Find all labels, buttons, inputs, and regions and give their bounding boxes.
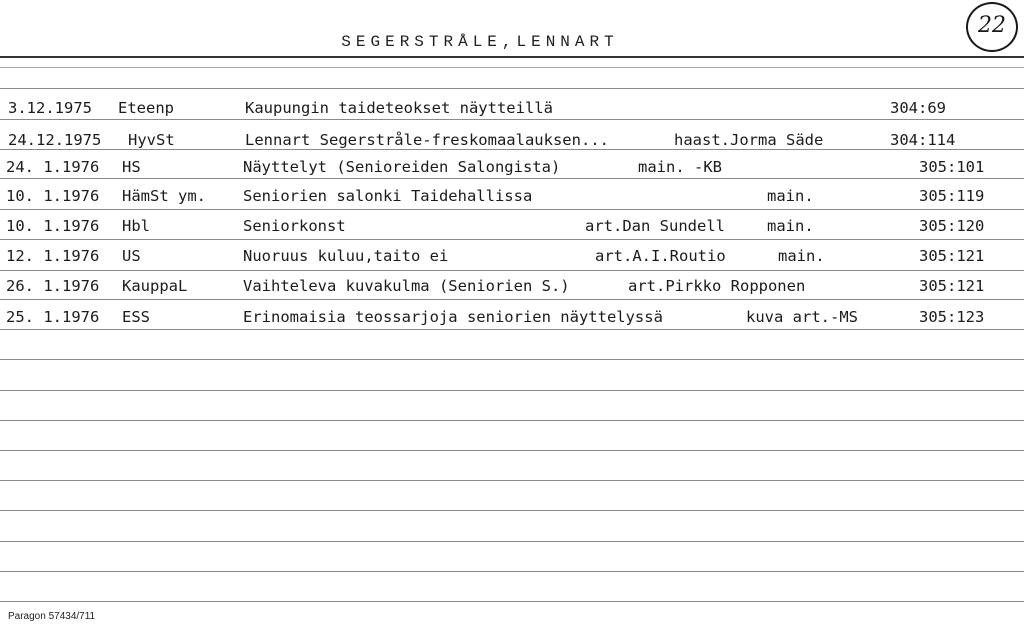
entry-title: Vaihteleva kuvakulma (Seniorien S.): [243, 277, 570, 295]
card-header-name: SEGERSTRÅLE,LENNART: [341, 33, 619, 51]
ruled-line: [0, 359, 1024, 360]
entry-author: haast.Jorma Säde: [674, 131, 824, 149]
entry-title: Näyttelyt (Senioreiden Salongista): [243, 158, 561, 176]
ruled-line: [0, 239, 1024, 240]
entry-date: 26. 1.1976: [6, 277, 100, 295]
entry-title: Lennart Segerstråle-freskomaalauksen...: [245, 131, 609, 149]
entry-date: 10. 1.1976: [6, 217, 100, 235]
ruled-line: [0, 390, 1024, 391]
entry-ref: 305:119: [919, 187, 985, 205]
entry-date: 10. 1.1976: [6, 187, 100, 205]
entry-author: art.Pirkko Ropponen: [628, 277, 806, 295]
entry-source: HämSt ym.: [122, 187, 206, 205]
entry-type: main.: [767, 187, 814, 205]
entry-type: main.: [767, 217, 814, 235]
entry-source: HyvSt: [128, 131, 175, 149]
entry-source: HS: [122, 158, 141, 176]
entry-type: kuva art.-MS: [746, 308, 858, 326]
entry-title: Nuoruus kuluu,taito ei: [243, 247, 449, 265]
entry-date: 24. 1.1976: [6, 158, 100, 176]
entry-row: [0, 273, 1024, 299]
ruled-line: [0, 209, 1024, 210]
ruled-line: [0, 571, 1024, 572]
entry-row: [0, 183, 1024, 209]
printer-imprint: Paragon 57434/711: [8, 611, 96, 622]
entry-title: Seniorien salonki Taidehallissa: [243, 187, 533, 205]
entry-title: Kaupungin taideteokset näytteillä: [245, 99, 553, 117]
entry-author: art.A.I.Routio: [595, 247, 726, 265]
entry-title: Erinomaisia teossarjoja seniorien näyttelyssä: [243, 308, 663, 326]
ruled-line: [0, 270, 1024, 271]
ruled-line: [0, 601, 1024, 602]
ruled-line: [0, 541, 1024, 542]
ruled-line: [0, 88, 1024, 89]
ruled-line: [0, 510, 1024, 511]
entry-row: [0, 95, 1024, 121]
ruled-line: [0, 420, 1024, 421]
ruled-line: [0, 480, 1024, 481]
entry-row: [0, 243, 1024, 269]
entry-ref: 305:121: [919, 247, 985, 265]
entry-row: [0, 213, 1024, 239]
entry-date: 24.12.1975: [8, 131, 102, 149]
entry-date: 25. 1.1976: [6, 308, 100, 326]
entry-date: 3.12.1975: [8, 99, 92, 117]
ruled-line: [0, 299, 1024, 300]
entry-row: [0, 304, 1024, 330]
entry-type: main.: [778, 247, 825, 265]
header-rule: [0, 56, 1024, 58]
entry-source: US: [122, 247, 141, 265]
card-number-circle: 22: [966, 2, 1018, 52]
entry-ref: 304:114: [890, 131, 956, 149]
entry-source: ESS: [122, 308, 150, 326]
entry-author: art.Dan Sundell: [585, 217, 725, 235]
entry-title: Seniorkonst: [243, 217, 346, 235]
entry-ref: 304:69: [890, 99, 946, 117]
entry-ref: 305:120: [919, 217, 985, 235]
ruled-line: [0, 67, 1024, 68]
entry-ref: 305:121: [919, 277, 985, 295]
entry-source: KauppaL: [122, 277, 188, 295]
entry-type: main. -KB: [638, 158, 722, 176]
ruled-line: [0, 450, 1024, 451]
entry-source: Hbl: [122, 217, 150, 235]
entry-ref: 305:101: [919, 158, 985, 176]
entry-source: Eteenp: [118, 99, 174, 117]
entry-row: [0, 154, 1024, 180]
entry-ref: 305:123: [919, 308, 985, 326]
entry-date: 12. 1.1976: [6, 247, 100, 265]
entry-row: [0, 127, 1024, 153]
